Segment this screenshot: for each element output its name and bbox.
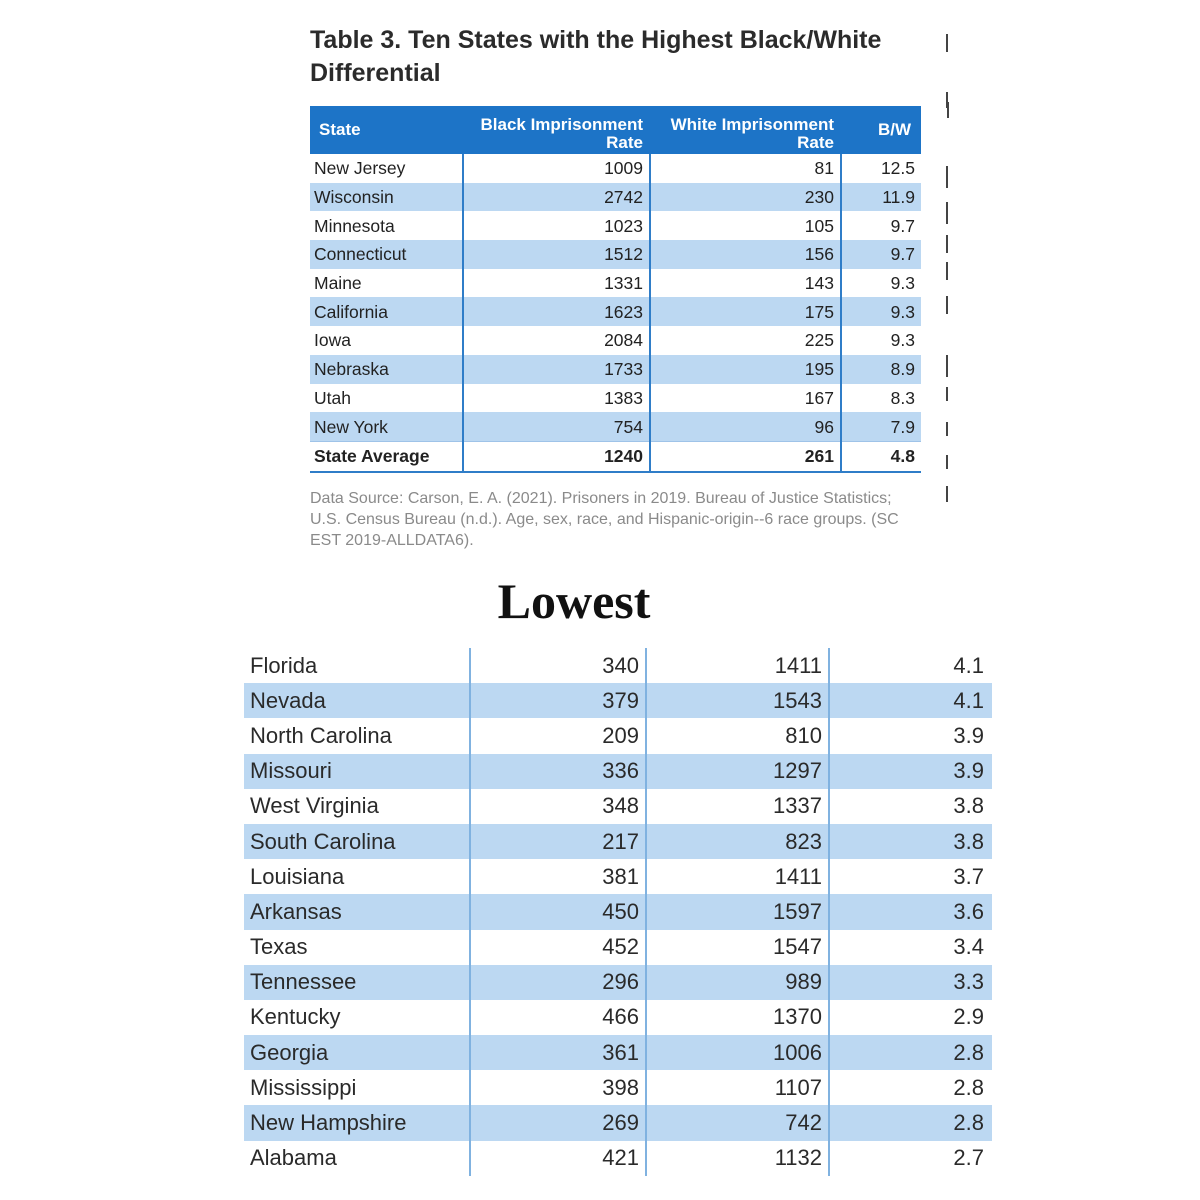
lowest-heading: Lowest bbox=[497, 573, 651, 629]
black-rate-cell: 1512 bbox=[463, 240, 650, 269]
col-3-value-cell: 810 bbox=[646, 718, 829, 753]
black-rate-cell: 2084 bbox=[463, 326, 650, 355]
table-row bbox=[310, 355, 921, 384]
table-row bbox=[244, 789, 992, 824]
bw-ratio-cell: 12.5 bbox=[880, 158, 915, 179]
table-row bbox=[310, 211, 921, 240]
state-cell: New York bbox=[310, 412, 463, 441]
ratio-cell: 4.1 bbox=[829, 683, 992, 718]
col-2-value-cell: 361 bbox=[470, 1035, 646, 1070]
state-cell: Nevada bbox=[244, 683, 470, 718]
state-cell: Missouri bbox=[244, 754, 470, 789]
ratio-cell: 3.4 bbox=[953, 934, 984, 960]
ratio-cell: 3.3 bbox=[829, 965, 992, 1000]
table-row bbox=[244, 683, 992, 718]
col-2-value-cell: 379 bbox=[470, 683, 646, 718]
white-rate-cell: 105 bbox=[650, 211, 841, 240]
black-rate-cell: 1023 bbox=[463, 211, 650, 240]
state-cell: Mississippi bbox=[244, 1070, 470, 1105]
table-row bbox=[310, 154, 921, 183]
col-2-value-cell: 450 bbox=[470, 894, 646, 929]
table-row bbox=[244, 1070, 992, 1105]
table-header-row bbox=[310, 106, 921, 154]
col-3-value-cell: 1370 bbox=[646, 1000, 829, 1035]
table-row bbox=[310, 412, 921, 441]
col-3-value-cell: 1006 bbox=[646, 1035, 829, 1070]
bw-ratio-cell: 11.9 bbox=[841, 183, 921, 212]
col-2-value-cell: 452 bbox=[470, 930, 646, 965]
table-title: Table 3. Ten States with the Highest Black/White Differential bbox=[310, 26, 882, 87]
table-row bbox=[310, 269, 921, 298]
white-rate-cell: 81 bbox=[650, 154, 841, 183]
state-cell: North Carolina bbox=[244, 718, 470, 753]
black-rate-cell: 1623 bbox=[463, 297, 650, 326]
state-cell: Florida bbox=[244, 648, 470, 683]
state-cell: Iowa bbox=[310, 326, 463, 355]
state-cell: Louisiana bbox=[244, 859, 470, 894]
table-row bbox=[244, 1000, 992, 1035]
white-rate-cell: 96 bbox=[650, 412, 841, 441]
state-cell: Connecticut bbox=[310, 240, 463, 269]
state-cell: New Jersey bbox=[310, 154, 463, 183]
table-row bbox=[244, 1105, 992, 1140]
state-cell: Kentucky bbox=[244, 1000, 470, 1035]
ratio-cell: 2.8 bbox=[953, 1074, 984, 1100]
col-3-value-cell: 823 bbox=[646, 824, 829, 859]
average-bw-cell: 4.8 bbox=[841, 441, 921, 471]
header-bw: B/W bbox=[841, 106, 921, 154]
ratio-cell: 3.7 bbox=[953, 863, 984, 889]
col-2-value-cell: 398 bbox=[470, 1070, 646, 1105]
table-row bbox=[244, 754, 992, 789]
state-cell: Utah bbox=[310, 384, 463, 413]
col-2-value-cell: 217 bbox=[470, 824, 646, 859]
ratio-cell: 2.8 bbox=[829, 1105, 992, 1140]
col-2-value-cell: 381 bbox=[470, 859, 646, 894]
table-row bbox=[310, 183, 921, 212]
table-row bbox=[244, 824, 992, 859]
black-rate-cell: 1383 bbox=[463, 384, 650, 413]
state-cell: Nebraska bbox=[310, 355, 463, 384]
bw-ratio-cell: 8.9 bbox=[841, 355, 921, 384]
bw-ratio-cell: 9.3 bbox=[890, 330, 915, 351]
black-rate-cell: 1733 bbox=[463, 355, 650, 384]
white-rate-cell: 156 bbox=[650, 240, 841, 269]
data-source-note: Data Source: Carson, E. A. (2021). Prisoners in 2019. Bureau of Justice Statistics; U.S. Census Bureau (n.d.). Age, sex, race, and Hispanic-origin--6 race groups. (SC EST 2019-ALLDATA6). bbox=[310, 490, 899, 549]
state-cell: Minnesota bbox=[310, 211, 463, 240]
table-row bbox=[244, 1035, 992, 1070]
bw-ratio-cell: 9.7 bbox=[841, 240, 921, 269]
state-cell: Maine bbox=[310, 269, 463, 298]
col-3-value-cell: 1107 bbox=[646, 1070, 829, 1105]
col-3-value-cell: 1547 bbox=[646, 930, 829, 965]
average-white-rate-cell: 261 bbox=[650, 441, 841, 471]
white-rate-cell: 195 bbox=[650, 355, 841, 384]
highest-differential-table bbox=[310, 106, 921, 473]
table-row bbox=[244, 718, 992, 753]
col-3-value-cell: 1543 bbox=[646, 683, 829, 718]
state-cell: Wisconsin bbox=[310, 183, 463, 212]
lowest-differential-table bbox=[244, 648, 992, 1176]
col-3-value-cell: 1337 bbox=[646, 789, 829, 824]
col-3-value-cell: 1132 bbox=[646, 1141, 829, 1176]
col-2-value-cell: 348 bbox=[470, 789, 646, 824]
white-rate-cell: 175 bbox=[650, 297, 841, 326]
ratio-cell: 2.9 bbox=[953, 1004, 984, 1030]
state-cell: Texas bbox=[244, 930, 470, 965]
col-3-value-cell: 1597 bbox=[646, 894, 829, 929]
table-row bbox=[244, 894, 992, 929]
table-row bbox=[244, 648, 992, 683]
state-cell: Alabama bbox=[244, 1141, 470, 1176]
table-row bbox=[310, 297, 921, 326]
average-black-rate-cell: 1240 bbox=[463, 441, 650, 471]
state-cell: Arkansas bbox=[244, 894, 470, 929]
bw-ratio-cell: 9.3 bbox=[841, 297, 921, 326]
white-rate-cell: 167 bbox=[650, 384, 841, 413]
header-black-rate: Black Imprisonment Rate bbox=[463, 106, 650, 154]
table-row bbox=[244, 1141, 992, 1176]
col-2-value-cell: 209 bbox=[470, 718, 646, 753]
col-2-value-cell: 421 bbox=[470, 1141, 646, 1176]
table-row bbox=[244, 965, 992, 1000]
ratio-cell: 3.8 bbox=[829, 824, 992, 859]
state-cell: New Hampshire bbox=[244, 1105, 470, 1140]
ratio-cell: 3.9 bbox=[829, 754, 992, 789]
ratio-cell: 4.1 bbox=[953, 652, 984, 678]
ratio-cell: 2.7 bbox=[953, 1145, 984, 1171]
average-label-cell: State Average bbox=[310, 441, 463, 471]
col-3-value-cell: 1411 bbox=[646, 648, 829, 683]
table-row bbox=[310, 240, 921, 269]
col-2-value-cell: 466 bbox=[470, 1000, 646, 1035]
ratio-cell: 3.8 bbox=[953, 793, 984, 819]
black-rate-cell: 754 bbox=[463, 412, 650, 441]
bw-ratio-cell: 8.3 bbox=[890, 387, 915, 408]
state-cell: California bbox=[310, 297, 463, 326]
ratio-cell: 3.6 bbox=[829, 894, 992, 929]
col-3-value-cell: 742 bbox=[646, 1105, 829, 1140]
state-average-row bbox=[310, 441, 921, 471]
table-row bbox=[244, 930, 992, 965]
bw-ratio-cell: 7.9 bbox=[841, 412, 921, 441]
state-cell: South Carolina bbox=[244, 824, 470, 859]
header-state: State bbox=[310, 106, 463, 154]
header-white-rate: White Imprisonment Rate bbox=[650, 106, 841, 154]
col-2-value-cell: 336 bbox=[470, 754, 646, 789]
bw-ratio-cell: 9.3 bbox=[890, 273, 915, 294]
col-3-value-cell: 1297 bbox=[646, 754, 829, 789]
state-cell: Georgia bbox=[244, 1035, 470, 1070]
col-2-value-cell: 296 bbox=[470, 965, 646, 1000]
black-rate-cell: 1331 bbox=[463, 269, 650, 298]
col-2-value-cell: 340 bbox=[470, 648, 646, 683]
white-rate-cell: 225 bbox=[650, 326, 841, 355]
state-cell: West Virginia bbox=[244, 789, 470, 824]
state-cell: Tennessee bbox=[244, 965, 470, 1000]
white-rate-cell: 230 bbox=[650, 183, 841, 212]
black-rate-cell: 2742 bbox=[463, 183, 650, 212]
ratio-cell: 3.9 bbox=[953, 722, 984, 748]
cropped-page-edge-marks bbox=[942, 30, 954, 550]
black-rate-cell: 1009 bbox=[463, 154, 650, 183]
table-row bbox=[310, 384, 921, 413]
table-row bbox=[310, 326, 921, 355]
col-2-value-cell: 269 bbox=[470, 1105, 646, 1140]
bw-ratio-cell: 9.7 bbox=[890, 215, 915, 236]
col-3-value-cell: 989 bbox=[646, 965, 829, 1000]
white-rate-cell: 143 bbox=[650, 269, 841, 298]
table-row bbox=[244, 859, 992, 894]
col-3-value-cell: 1411 bbox=[646, 859, 829, 894]
ratio-cell: 2.8 bbox=[829, 1035, 992, 1070]
